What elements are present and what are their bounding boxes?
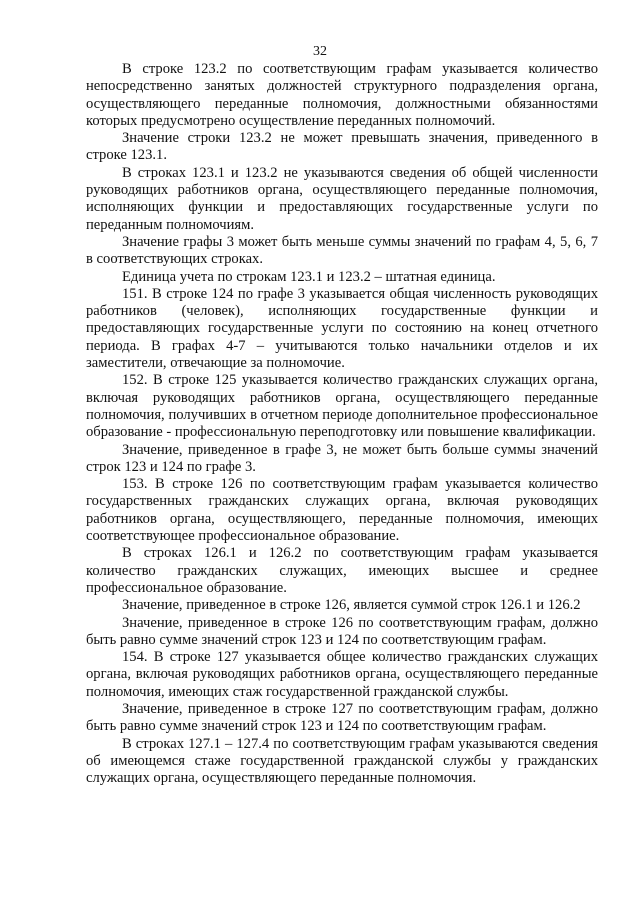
paragraph: Значение, приведенное в строке 126, является суммой строк 126.1 и 126.2 [122,597,581,614]
paragraph: В строках 126.1 и 126.2 по соответствующим графам указывается количество гражданских служащих, имеющих высшее и среднее профессиональное образование. [86,545,598,596]
paragraph: Значение, приведенное в строке 127 по соответствующим графам, должно быть равно сумме значений строк 123 и 124 по соответствующим графам. [86,700,598,735]
paragraph: Значение графы 3 может быть меньше суммы значений по графам 4, 5, 6, 7 в соответствующих строках. [86,233,598,268]
paragraph: Значение, приведенное в графе 3, не может быть больше суммы значений строк 123 и 124 по графе 3. [86,441,598,475]
paragraph: Единица учета по строкам 123.1 и 123.2 – штатная единица. [122,268,496,285]
paragraph: В строке 123.2 по соответствующим графам указывается количество непосредственно занятых должностей структурного подразделения органа, осуществляющего переданные полномочия, должностными обязанностями которых предусмотрено осуществление переданных полномочий. [86,61,598,129]
paragraph-item-151: 151. В строке 124 по графе 3 указывается общая численность руководящих работников (человек), исполняющих государственные функции и предоставляющих государственные услуги по состоянию на конец отчетного периода. В графах 4-7 – учитываются только начальники отделов и их заместители, отвечающие за полномочие. [86,285,598,372]
paragraph: В строках 123.1 и 123.2 не указываются сведения об общей численности руководящих работников органа, осуществляющего переданные полномочия, исполняющих функции и предоставляющих государственные услуги по переданным полномочиям. [86,164,598,233]
paragraph: Значение строки 123.2 не может превышать значения, приведенного в строке 123.1. [86,130,598,164]
paragraph-item-153: 153. В строке 126 по соответствующим графам указывается количество государственных гражданских служащих органа, включая руководящих работников органа, осуществляющего, переданные полномочия, имеющих соответствующее профессиональное образование. [86,476,598,545]
paragraph-item-152: 152. В строке 125 указывается количество гражданских служащих органа, включая руководящих работников органа, осуществляющего переданные полномочия, получивших в отчетном периоде дополнительное профессиональное образование - профессиональную переподготовку или повышение квалификации. [86,372,598,441]
document-body [86,61,598,787]
paragraph-item-154: 154. В строке 127 указывается общее количество гражданских служащих органа, включая руководящих работников органа, осуществляющего переданные полномочия, имеющих стаж государственной гражданской службы. [86,649,598,700]
paragraph: Значение, приведенное в строке 126 по соответствующим графам, должно быть равно сумме значений строк 123 и 124 по соответствующим графам. [86,614,598,648]
paragraph: В строках 127.1 – 127.4 по соответствующим графам указываются сведения об имеющемся стаже государственной гражданской службы у гражданских служащих органа, осуществляющего переданные полномочия. [86,735,598,787]
page-number: 32 [313,44,327,59]
